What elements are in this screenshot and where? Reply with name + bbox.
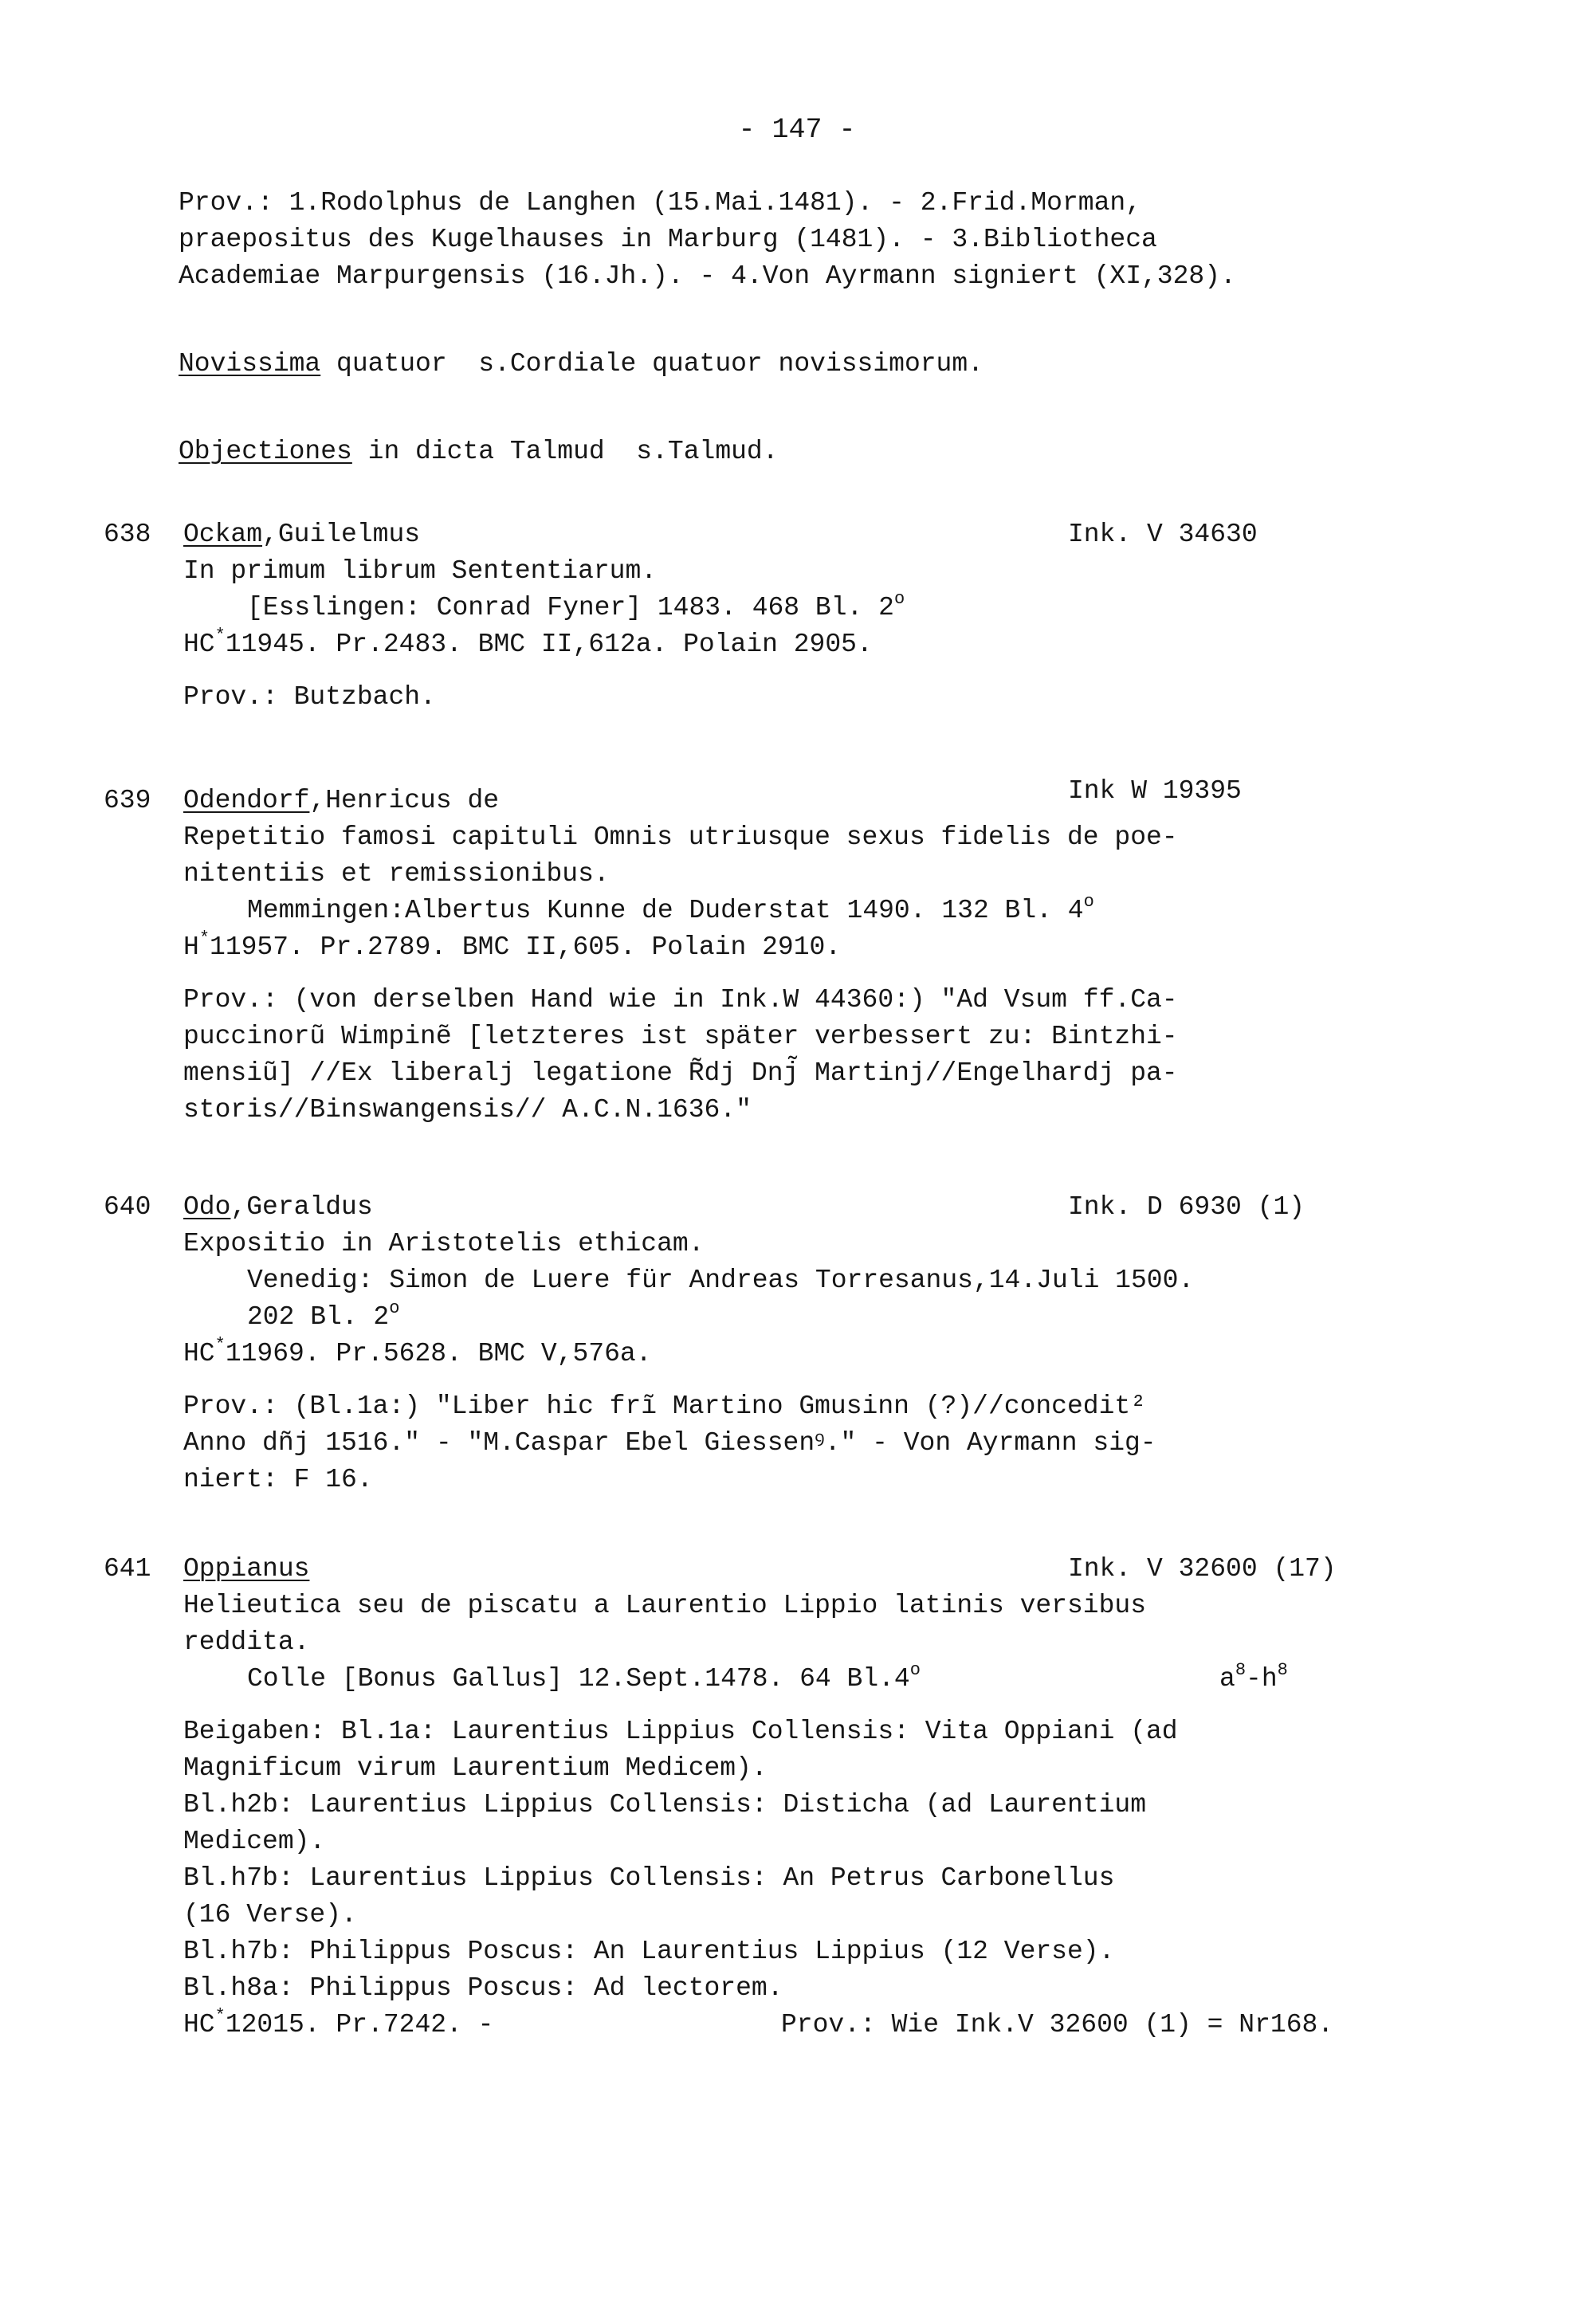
author-name: Ockam — [183, 520, 263, 549]
entry-heading — [183, 516, 1419, 553]
beigaben: Medicem). — [183, 1827, 326, 1856]
beigaben: Magnificum virum Laurentium Medicem). — [183, 1753, 768, 1783]
shelfmark: Ink. V 34630 — [1068, 520, 1258, 549]
prov-line: praepositus des Kugelhauses in Marburg (1481). - 3.Bibliotheca — [179, 225, 1157, 254]
cross-reference-text: quatuor s.Cordiale quatuor novissimorum. — [320, 349, 983, 379]
bibliographic-refs: HC*11969. Pr.5628. BMC V,576a. — [183, 1335, 652, 1368]
entry-title: nitentiis et remissionibus. — [183, 859, 610, 889]
collation: $a^8-h^8$ — [1219, 1660, 1288, 1694]
provenance: Prov.: (Bl.1a:) "Liber hic frĩ Martino Gmusinn (?)//concedit² — [183, 1392, 1146, 1421]
entry-number: 639 — [104, 786, 151, 815]
refs-row — [183, 2007, 1419, 2043]
cross-reference-text: in dicta Talmud s.Talmud. — [351, 437, 779, 466]
provenance: niert: F 16. — [183, 1465, 373, 1494]
cross-reference — [179, 434, 1406, 470]
beigaben: Bl.h2b: Laurentius Lippius Collensis: Disticha (ad Laurentium — [183, 1790, 1146, 1820]
cross-reference-term: Objectiones — [179, 437, 352, 466]
entry-number: 640 — [104, 1192, 151, 1222]
entry-number: 641 — [104, 1554, 151, 1584]
imprint: Colle [Bonus Gallus] 12.Sept.1478. 64 Bl.4$^o$ — [247, 1660, 921, 1694]
prov-line: Academiae Marpurgensis (16.Jh.). - 4.Von Ayrmann signiert (XI,328). — [179, 261, 1236, 291]
cross-reference — [179, 346, 1406, 383]
imprint: Venedig: Simon de Luere für Andreas Torresanus,14.Juli 1500. — [247, 1266, 1195, 1295]
provenance: storis//Binswangensis// A.C.N.1636." — [183, 1095, 752, 1125]
author-forename: ,Geraldus — [230, 1192, 373, 1222]
entry-title: Repetitio famosi capituli Omnis utriusque sexus fidelis de poe- — [183, 822, 1178, 852]
entry-body — [183, 783, 1419, 1129]
provenance: Prov.: (von derselben Hand wie in Ink.W 44360:) "Ad Vsum ff.Ca- — [183, 985, 1178, 1015]
provenance: mensiũ] //Ex liberalj legatione R̃dj Dnj̃ Martinj//Engelhardj pa- — [183, 1058, 1178, 1088]
imprint-row — [183, 1661, 1419, 1698]
author-name: Odo — [183, 1192, 231, 1222]
entry-body — [183, 1189, 1419, 1498]
beigaben: (16 Verse). — [183, 1900, 357, 1929]
beigaben: Bl.h8a: Philippus Poscus: Ad lectorem. — [183, 1973, 783, 2003]
provenance: Prov.: Butzbach. — [183, 682, 436, 712]
beigaben: Bl.h7b: Philippus Poscus: An Laurentius Lippius (12 Verse). — [183, 1937, 1115, 1966]
author-name: Odendorf — [183, 786, 310, 815]
shelfmark: Ink. D 6930 (1) — [1068, 1192, 1305, 1222]
entry-title: Helieutica seu de piscatu a Laurentio Lippio latinis versibus — [183, 1591, 1146, 1620]
bibliographic-refs: HC*12015. Pr.7242. - — [183, 2006, 494, 2039]
bibliographic-refs: H*11957. Pr.2789. BMC II,605. Polain 2910. — [183, 928, 842, 962]
provenance: Prov.: Wie Ink.V 32600 (1) = Nr168. — [781, 2010, 1334, 2039]
entry-body — [183, 516, 1419, 716]
imprint: [Esslingen: Conrad Fyner] 1483. 468 Bl. 2$^o$ — [247, 589, 905, 622]
entry-heading — [183, 1189, 1419, 1226]
beigaben: Beigaben: Bl.1a: Laurentius Lippius Collensis: Vita Oppiani (ad — [183, 1717, 1178, 1746]
provenance: puccinorũ Wimpinẽ [letzteres ist später verbessert zu: Bintzhi- — [183, 1022, 1178, 1051]
entry-number: 638 — [104, 520, 151, 549]
bibliographic-refs: HC*11945. Pr.2483. BMC II,612a. Polain 2905. — [183, 626, 873, 659]
author-forename: ,Guilelmus — [262, 520, 421, 549]
author-forename: ,Henricus de — [309, 786, 500, 815]
page-number: - 147 - — [738, 114, 856, 146]
provenance: Anno dñj 1516." - "M.Caspar Ebel Giessenꝰ." - Von Ayrmann sig- — [183, 1428, 1156, 1458]
entry-title: In primum librum Sententiarum. — [183, 556, 658, 586]
entry-heading — [183, 1551, 1419, 1588]
entry-body — [183, 1551, 1419, 2043]
author-name: Oppianus — [183, 1554, 310, 1584]
cross-reference-term: Novissima — [179, 349, 321, 379]
shelfmark: Ink W 19395 — [1068, 776, 1242, 806]
entry-title: Expositio in Aristotelis ethicam. — [183, 1229, 705, 1258]
beigaben: Bl.h7b: Laurentius Lippius Collensis: An Petrus Carbonellus — [183, 1863, 1115, 1893]
imprint: Memmingen:Albertus Kunne de Duderstat 1490. 132 Bl. 4$^o$ — [247, 892, 1094, 925]
imprint: 202 Bl. 2$^o$ — [247, 1298, 400, 1332]
prov-line: Prov.: 1.Rodolphus de Langhen (15.Mai.1481). - 2.Frid.Morman, — [179, 188, 1141, 218]
entry-heading — [183, 783, 1419, 819]
entry-title: reddita. — [183, 1627, 310, 1657]
shelfmark: Ink. V 32600 (17) — [1068, 1554, 1337, 1584]
header-block — [179, 185, 1406, 470]
